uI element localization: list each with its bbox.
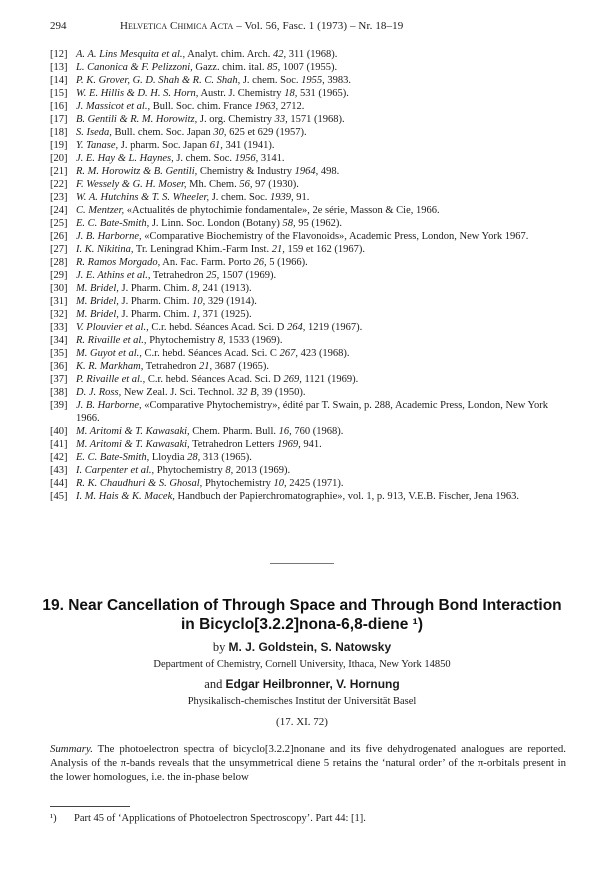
reference-volume: 1955, xyxy=(301,75,325,86)
reference-volume: 8, xyxy=(217,335,226,346)
reference-source: Gazz. chim. ital. xyxy=(192,62,268,73)
reference-item xyxy=(50,321,566,334)
reference-volume: 1939, xyxy=(270,192,294,203)
reference-pages: 329 (1914). xyxy=(205,296,257,307)
reference-pages: 941. xyxy=(300,439,322,450)
reference-item xyxy=(50,438,566,451)
reference-volume: 1969, xyxy=(277,439,301,450)
reference-source: Phytochemistry xyxy=(154,465,226,476)
reference-number: [25] xyxy=(50,218,68,229)
reference-number: [45] xyxy=(50,491,68,502)
reference-authors: D. J. Ross, xyxy=(76,387,122,398)
reference-source: «Comparative Biochemistry of the Flavonoids», Academic Press, London, New York 1967. xyxy=(141,231,529,242)
reference-item xyxy=(50,256,566,269)
affiliation-1: Department of Chemistry, Cornell University, Ithaca, New York 14850 xyxy=(153,659,451,670)
reference-number: [44] xyxy=(50,478,68,489)
reference-source: C.r. hebd. Séances Acad. Sci. C xyxy=(141,348,280,359)
reference-number: [31] xyxy=(50,296,68,307)
reference-authors: B. Gentili & R. M. Horowitz, xyxy=(76,114,198,125)
by-word: by xyxy=(212,640,229,654)
reference-number: [12] xyxy=(50,49,68,60)
reference-item xyxy=(50,282,566,295)
reference-source: J. chem. Soc. xyxy=(209,192,271,203)
reference-volume: 33, xyxy=(274,114,288,125)
reference-pages: 498. xyxy=(318,166,340,177)
reference-pages: 1007 (1955). xyxy=(280,62,338,73)
reference-number: [22] xyxy=(50,179,68,190)
reference-pages: 1121 (1969). xyxy=(301,374,359,385)
reference-pages: 531 (1965). xyxy=(297,88,349,99)
reference-authors: P. Rivaille et al., xyxy=(76,374,146,385)
reference-source: J. pharm. Soc. Japan xyxy=(118,140,210,151)
reference-source: Bull. Soc. chim. France xyxy=(150,101,255,112)
reference-volume: 61, xyxy=(209,140,223,151)
reference-source: J. Linn. Soc. London (Botany) xyxy=(149,218,283,229)
issue-info: – Vol. 56, Fasc. 1 (1973) – Nr. 18–19 xyxy=(233,20,404,32)
reference-authors: J. Massicot et al., xyxy=(76,101,151,112)
reference-item xyxy=(50,87,566,100)
section-divider xyxy=(270,563,334,564)
reference-pages: 97 (1930). xyxy=(252,179,299,190)
and-word: and xyxy=(204,677,226,691)
reference-source: Phytochemistry xyxy=(146,335,218,346)
reference-source: Phytochemistry xyxy=(202,478,274,489)
reference-pages: 159 et 162 (1967). xyxy=(284,244,366,255)
byline-1 xyxy=(40,640,564,655)
reference-number: [37] xyxy=(50,374,68,385)
reference-source: Bull. chem. Soc. Japan xyxy=(111,127,214,138)
reference-item xyxy=(50,61,566,74)
reference-authors: R. K. Chaudhuri & S. Ghosal, xyxy=(76,478,203,489)
reference-item xyxy=(50,477,566,490)
reference-authors: A. A. Lins Mesquita et al., xyxy=(76,49,186,60)
reference-volume: 26, xyxy=(253,257,267,268)
reference-authors: P. K. Grover, G. D. Shah & R. C. Shah, xyxy=(76,75,241,86)
reference-pages: 1571 (1968). xyxy=(287,114,345,125)
reference-volume: 1964, xyxy=(294,166,319,177)
reference-pages: 241 (1913). xyxy=(199,283,252,294)
reference-authors: M. Bridel, xyxy=(76,309,119,320)
reference-source: New Zeal. J. Sci. Technol. xyxy=(121,387,237,398)
reference-authors: K. R. Markham, xyxy=(76,361,144,372)
reference-volume: 18, xyxy=(284,88,298,99)
reference-source: Lloydia xyxy=(149,452,188,463)
reference-source: C.r. hebd. Séances Acad. Sci. D xyxy=(148,322,287,333)
reference-volume: 264, xyxy=(286,322,306,333)
reference-volume: 10, xyxy=(273,478,287,489)
reference-authors: W. E. Hillis & D. H. S. Horn, xyxy=(76,88,199,99)
reference-item xyxy=(50,373,566,386)
reference-number: [14] xyxy=(50,75,68,86)
article-title-line-1: 19. Near Cancellation of Through Space and Through Bond Interaction xyxy=(42,597,562,614)
reference-number: [33] xyxy=(50,322,68,333)
reference-volume: 21, xyxy=(271,244,285,255)
reference-item xyxy=(50,308,566,321)
reference-volume: 42, xyxy=(272,49,287,60)
reference-source: Tetrahedron Letters xyxy=(189,439,278,450)
authors-2: Edgar Heilbronner, V. Hornung xyxy=(225,677,400,691)
reference-number: [19] xyxy=(50,140,68,151)
reference-source: J. Pharm. Chim. xyxy=(118,283,193,294)
reference-volume: 85, xyxy=(267,62,281,73)
reference-number: [16] xyxy=(50,101,68,112)
reference-item xyxy=(50,360,566,373)
reference-pages: 313 (1965). xyxy=(200,452,252,463)
reference-pages: 91. xyxy=(293,192,310,203)
reference-volume: 10, xyxy=(192,296,206,307)
reference-item xyxy=(50,165,566,178)
reference-number: [32] xyxy=(50,309,68,320)
reference-authors: S. Iseda, xyxy=(76,127,112,138)
reference-number: [30] xyxy=(50,283,68,294)
reference-item xyxy=(50,230,566,243)
reference-source: J. chem. Soc. xyxy=(173,153,235,164)
reference-volume: 267, xyxy=(279,348,298,359)
reference-source: Analyt. chim. Arch. xyxy=(185,49,273,60)
reference-volume: 56, xyxy=(239,179,253,190)
reference-pages: 2013 (1969). xyxy=(233,465,291,476)
reference-authors: J. B. Harborne, xyxy=(76,231,142,242)
reference-source: C.r. hebd. Séances Acad. Sci. D xyxy=(145,374,284,385)
reference-number: [36] xyxy=(50,361,68,372)
page-number: 294 xyxy=(50,20,67,32)
summary-paragraph xyxy=(50,742,566,784)
reference-item xyxy=(50,334,566,347)
footnote-text: Part 45 of ‘Applications of Photoelectron Spectroscopy’. Part 44: [1]. xyxy=(74,813,366,824)
reference-number: [35] xyxy=(50,348,68,359)
reference-item xyxy=(50,399,566,425)
reference-item xyxy=(50,126,566,139)
reference-authors: M. Aritomi & T. Kawasaki, xyxy=(76,439,190,450)
reference-authors: C. Mentzer, xyxy=(76,205,125,216)
reference-number: [23] xyxy=(50,192,68,203)
reference-volume: 1963, xyxy=(254,101,279,112)
reference-volume: 58, xyxy=(282,218,296,229)
reference-item xyxy=(50,152,566,165)
reference-number: [39] xyxy=(50,400,68,411)
article-title-line-2: in Bicyclo[3.2.2]nona-6,8-diene ¹) xyxy=(180,616,424,633)
reference-pages: 2425 (1971). xyxy=(286,478,344,489)
reference-volume: 21, xyxy=(199,361,213,372)
reference-source: An. Fac. Farm. Porto xyxy=(160,257,254,268)
reference-source: Handbuch der Papierchromatographie», vol. 1, p. 913, V.E.B. Fischer, Jena 1963. xyxy=(174,491,520,502)
reference-item xyxy=(50,295,566,308)
reference-source: J. org. Chemistry xyxy=(197,114,275,125)
reference-volume: 16, xyxy=(278,426,292,437)
reference-number: [28] xyxy=(50,257,68,268)
reference-source: Austr. J. Chemistry xyxy=(198,88,285,99)
summary-label: Summary. xyxy=(50,743,93,755)
reference-item xyxy=(50,451,566,464)
reference-authors: W. A. Hutchins & T. S. Wheeler, xyxy=(76,192,210,203)
reference-authors: I. K. Nikitina, xyxy=(76,244,134,255)
reference-number: [40] xyxy=(50,426,68,437)
reference-volume: 30, xyxy=(213,127,227,138)
reference-volume: 1956, xyxy=(234,153,259,164)
reference-number: [13] xyxy=(50,62,68,73)
reference-authors: R. Ramos Morgado, xyxy=(76,257,161,268)
reference-item xyxy=(50,204,566,217)
reference-pages: 371 (1925). xyxy=(199,309,252,320)
reference-source: J. chem. Soc. xyxy=(240,75,302,86)
reference-authors: J. E. Athins et al., xyxy=(76,270,151,281)
reference-authors: Y. Tanase, xyxy=(76,140,119,151)
reference-source: «Actualités de phytochimie fondamentale», 2e série, Masson & Cie, 1966. xyxy=(124,205,440,216)
summary-text: The photoelectron spectra of bicyclo[3.2.2]nonane and its five dehydrogenated analogues are reported. Analysis of the π-bands reveals that the unsymmetrical diene 5 retains the ‘natural order’ of the π-orbitals present in the lower homologues, i.e. the in-phase below xyxy=(50,743,566,783)
reference-volume: 269, xyxy=(283,374,302,385)
reference-item xyxy=(50,100,566,113)
reference-item xyxy=(50,243,566,256)
journal-name: Helvetica Chimica Acta xyxy=(120,20,234,32)
reference-source: Tetrahedron xyxy=(150,270,207,281)
reference-volume: 8, xyxy=(192,283,200,294)
article-title xyxy=(40,596,564,634)
reference-authors: J. B. Harborne, xyxy=(76,400,142,411)
authors-1: M. J. Goldstein, S. Natowsky xyxy=(228,640,392,654)
reference-authors: E. C. Bate-Smith, xyxy=(76,452,150,463)
received-date: (17. XI. 72) xyxy=(276,716,328,728)
reference-pages: 1507 (1969). xyxy=(219,270,277,281)
reference-authors: L. Canonica & F. Pelizzoni, xyxy=(76,62,193,73)
reference-item xyxy=(50,425,566,438)
reference-source: Chemistry & Industry xyxy=(197,166,295,177)
reference-item xyxy=(50,490,566,503)
reference-pages: 1219 (1967). xyxy=(305,322,363,333)
reference-number: [20] xyxy=(50,153,68,164)
reference-number: [27] xyxy=(50,244,68,255)
reference-pages: 95 (1962). xyxy=(295,218,342,229)
byline-2 xyxy=(40,677,564,692)
reference-pages: 5 (1966). xyxy=(266,257,308,268)
reference-pages: 3687 (1965). xyxy=(212,361,270,372)
footnote xyxy=(50,813,566,824)
reference-number: [42] xyxy=(50,452,68,463)
reference-authors: I. Carpenter et al., xyxy=(76,465,155,476)
footnote-rule xyxy=(50,806,130,807)
reference-authors: R. M. Horowitz & B. Gentili, xyxy=(76,166,198,177)
footnote-mark: ¹) xyxy=(50,813,57,824)
reference-pages: 341 (1941). xyxy=(222,140,275,151)
reference-pages: 760 (1968). xyxy=(291,426,344,437)
running-title xyxy=(120,20,403,32)
reference-number: [24] xyxy=(50,205,68,216)
reference-number: [29] xyxy=(50,270,68,281)
reference-item xyxy=(50,74,566,87)
reference-pages: 423 (1968). xyxy=(297,348,350,359)
reference-pages: 39 (1950). xyxy=(259,387,306,398)
reference-volume: 32 B, xyxy=(236,387,260,398)
reference-volume: 8, xyxy=(225,465,234,476)
reference-authors: E. C. Bate-Smith, xyxy=(76,218,150,229)
reference-number: [41] xyxy=(50,439,68,450)
reference-list xyxy=(50,48,566,503)
reference-number: [17] xyxy=(50,114,68,125)
reference-source: «Comparative Phytochemistry», édité par T. Swain, p. 288, Academic Press, London, New York 1966. xyxy=(76,400,549,424)
reference-number: [15] xyxy=(50,88,68,99)
reference-item xyxy=(50,178,566,191)
reference-authors: M. Aritomi & T. Kawasaki, xyxy=(76,426,190,437)
reference-source: Tetrahedron xyxy=(143,361,200,372)
running-header xyxy=(50,20,570,36)
reference-pages: 1533 (1969). xyxy=(225,335,283,346)
reference-item xyxy=(50,217,566,230)
reference-item xyxy=(50,48,566,61)
reference-number: [43] xyxy=(50,465,68,476)
reference-volume: 1, xyxy=(192,309,200,320)
reference-authors: J. E. Hay & L. Haynes, xyxy=(76,153,174,164)
reference-authors: R. Rivaille et al., xyxy=(76,335,147,346)
reference-item xyxy=(50,464,566,477)
reference-number: [26] xyxy=(50,231,68,242)
reference-pages: 625 et 629 (1957). xyxy=(226,127,307,138)
reference-number: [38] xyxy=(50,387,68,398)
reference-volume: 28, xyxy=(187,452,201,463)
reference-item xyxy=(50,269,566,282)
reference-item xyxy=(50,191,566,204)
reference-pages: 311 (1968). xyxy=(286,49,338,60)
reference-item xyxy=(50,386,566,399)
reference-authors: I. M. Hais & K. Macek, xyxy=(76,491,175,502)
reference-authors: M. Bridel, xyxy=(76,296,119,307)
reference-source: Chem. Pharm. Bull. xyxy=(189,426,279,437)
reference-authors: V. Plouvier et al., xyxy=(76,322,149,333)
reference-number: [18] xyxy=(50,127,68,138)
reference-authors: F. Wessely & G. H. Moser, xyxy=(76,179,187,190)
reference-source: J. Pharm. Chim. xyxy=(118,309,193,320)
reference-number: [21] xyxy=(50,166,68,177)
reference-authors: M. Bridel, xyxy=(76,283,119,294)
reference-source: Mh. Chem. xyxy=(186,179,240,190)
reference-number: [34] xyxy=(50,335,68,346)
reference-source: Tr. Leningrad Khim.-Farm Inst. xyxy=(133,244,272,255)
reference-pages: 3983. xyxy=(324,75,352,86)
reference-source: J. Pharm. Chim. xyxy=(118,296,193,307)
reference-item xyxy=(50,139,566,152)
reference-pages: 3141. xyxy=(258,153,285,164)
reference-item xyxy=(50,113,566,126)
reference-authors: M. Guyot et al., xyxy=(76,348,142,359)
reference-pages: 2712. xyxy=(278,101,305,112)
reference-item xyxy=(50,347,566,360)
affiliation-2: Physikalisch-chemisches Institut der Universität Basel xyxy=(187,696,417,707)
reference-volume: 25, xyxy=(206,270,220,281)
